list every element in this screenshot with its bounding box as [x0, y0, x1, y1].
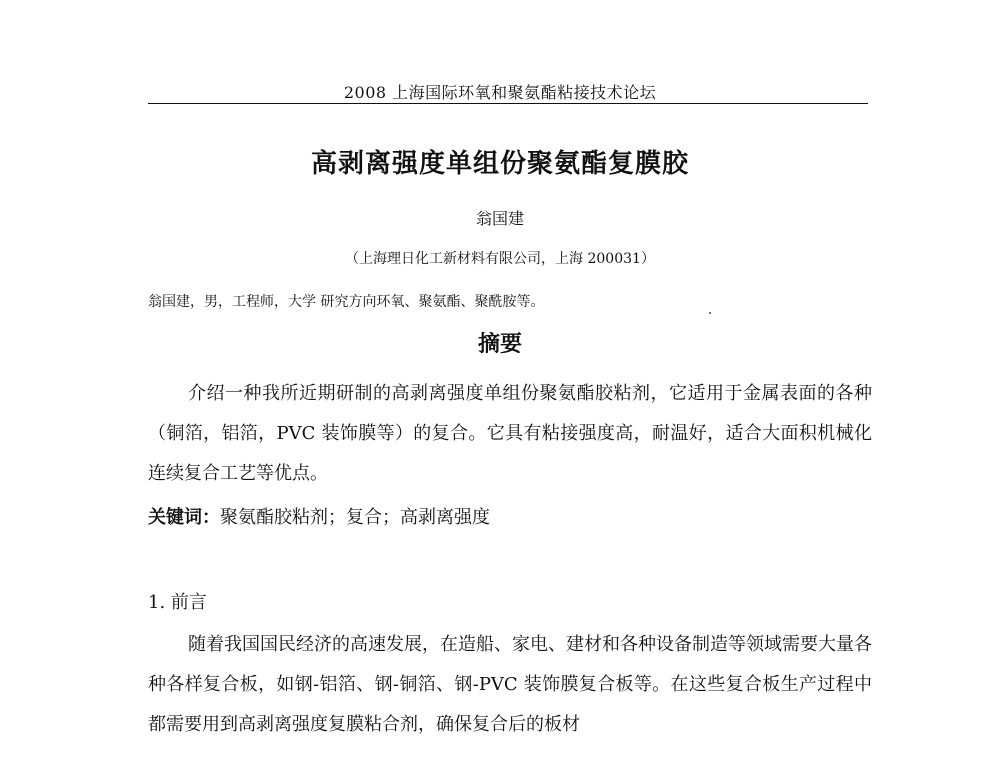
keywords-text: 聚氨酯胶粘剂；复合；高剥离强度 — [220, 507, 490, 528]
author-bio: 翁国建，男，工程师，大学 研究方向环氧、聚氨酯、聚酰胺等。 — [148, 294, 545, 310]
author-name: 翁国建 — [475, 209, 524, 228]
keywords-line — [148, 503, 490, 533]
section-1-body: 随着我国国民经济的高速发展，在造船、家电、建材和各种设备制造等领域需要大量各种各样复合板，如钢-铝箔、钢-铜箔、钢-PVC 装饰膜复合板等。在这些复合板生产过程中都需要用到高剥离强度复膜粘合剂，确保复合后的板材 — [148, 634, 872, 735]
abstract-heading: 摘要 — [477, 331, 522, 357]
author-affiliation: （上海理日化工新材料有限公司，上海 200031） — [345, 251, 655, 267]
header-rule — [148, 103, 868, 104]
section-1-heading: 1. 前言 — [148, 592, 207, 613]
paper-title: 高剥离强度单组份聚氨酯复膜胶 — [310, 149, 689, 179]
scan-speck — [709, 312, 711, 314]
keywords-label: 关键词： — [148, 507, 220, 528]
abstract-text: 介绍一种我所近期研制的高剥离强度单组份聚氨酯胶粘剂，它适用于金属表面的各种（铜箔，铝箔，PVC 装饰膜等）的复合。它具有粘接强度高，耐温好，适合大面积机械化连续复合工艺等优点。 — [148, 383, 872, 484]
running-header: 2008 上海国际环氧和聚氨酯粘接技术论坛 — [343, 83, 657, 102]
